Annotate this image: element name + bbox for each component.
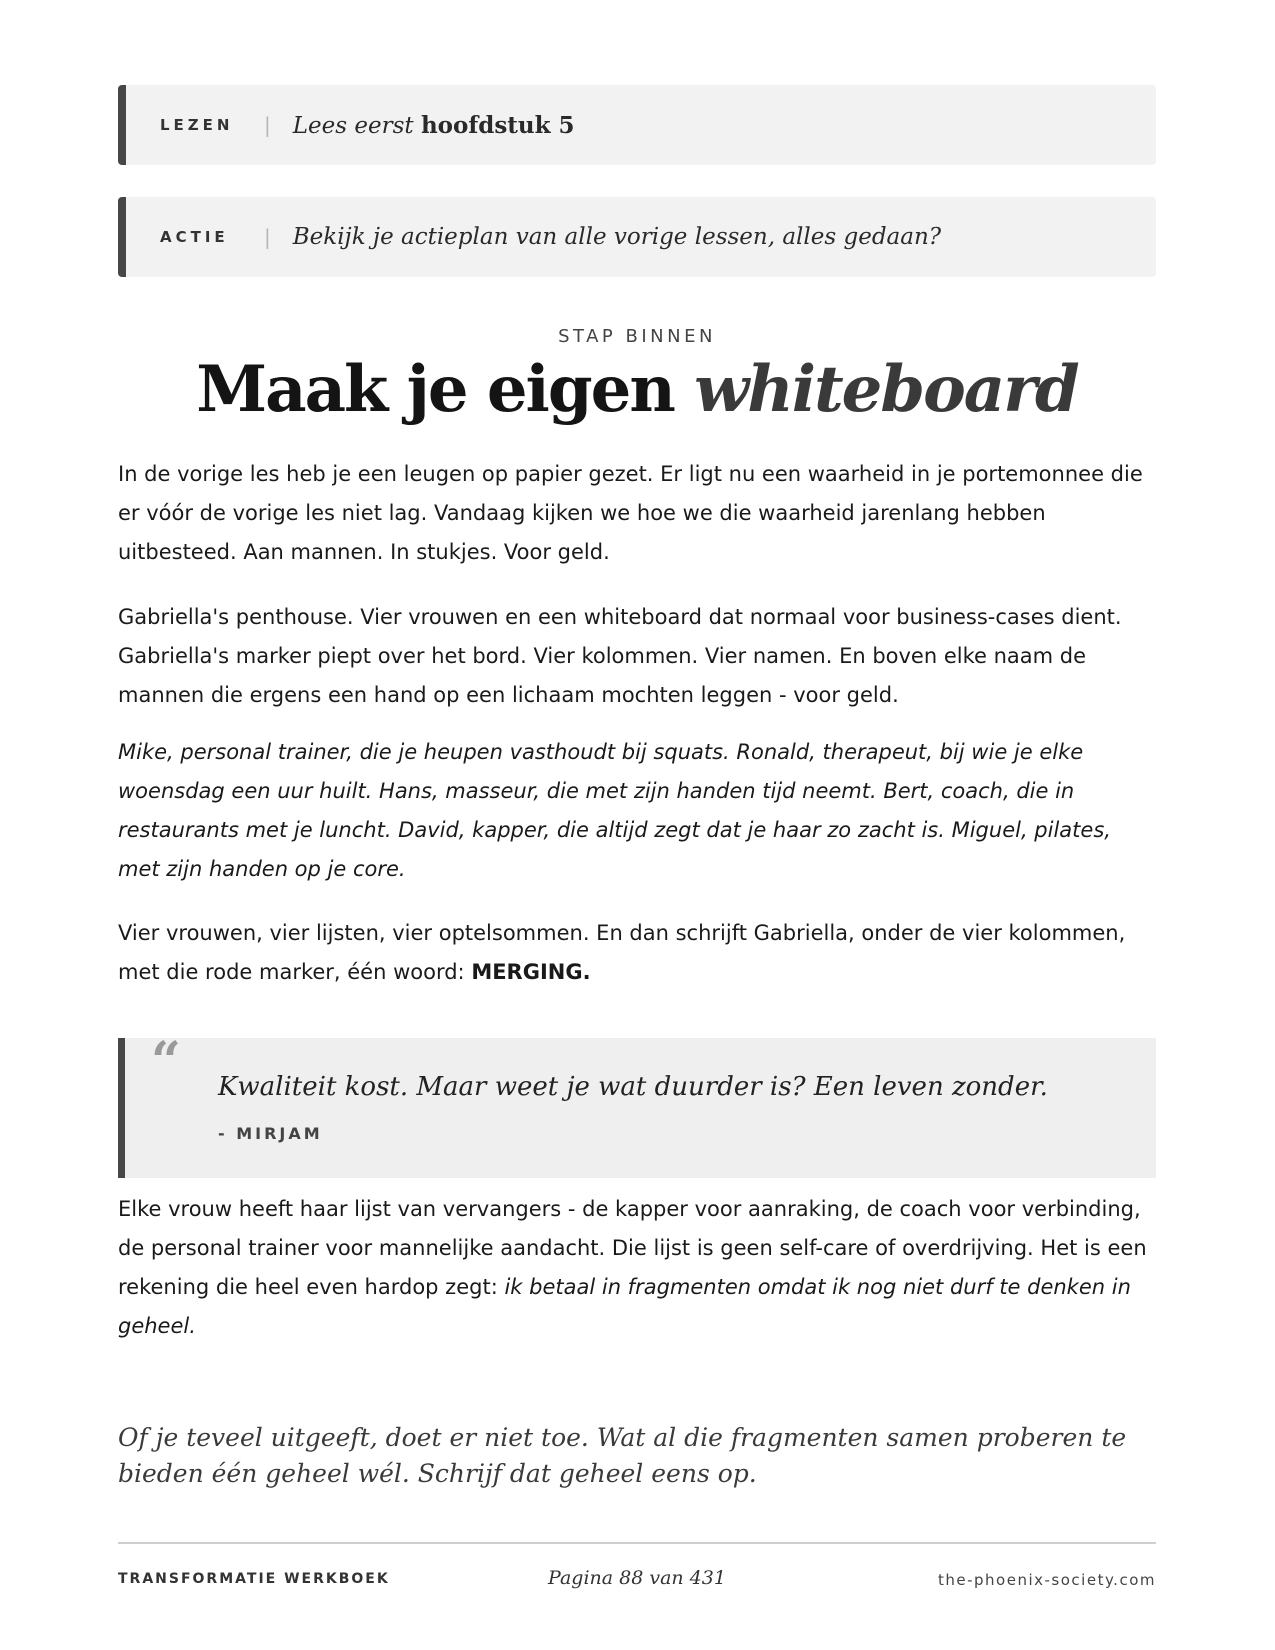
body-paragraph-4-text: Vier vrouwen, vier lijsten, vier optelsommen. En dan schrijft Gabriella, onder de vier kolommen, met die rode marker, één woord: xyxy=(118,921,1126,984)
page-title-plain: Maak je eigen xyxy=(196,352,674,427)
body-paragraph-1: In de vorige les heb je een leugen op papier gezet. Er ligt nu een waarheid in je portemonnee die er vóór de vorige les niet lag. Vandaag kijken we hoe we die waarheid jarenlang hebben uitbesteed. Aan mannen. In stukjes. Voor geld. xyxy=(118,462,1143,564)
read-callout-chapter: hoofdstuk 5 xyxy=(420,111,575,139)
closing-statement: Of je teveel uitgeeft, doet er niet toe. Wat al die fragmenten samen proberen te bieden één geheel wél. Schrijf dat geheel eens op. xyxy=(118,1423,1127,1488)
quote-author: - MIRJAM xyxy=(218,1124,323,1143)
action-callout-text: Bekijk je actieplan van alle vorige lessen, alles gedaan? xyxy=(292,224,942,250)
section-kicker: STAP BINNEN xyxy=(558,326,716,347)
read-callout-italic: Lees eerst xyxy=(292,112,414,139)
footer-website-link[interactable]: the-phoenix-society.com xyxy=(938,1571,1156,1589)
footer-page-number: Pagina 88 van 431 xyxy=(548,1567,726,1589)
body-paragraph-2: Gabriella's penthouse. Vier vrouwen en een whiteboard dat normaal voor business-cases dient. Gabriella's marker piept over het bord. Vier kolommen. Vier namen. En boven elke naam de mannen die ergens een hand op een lichaam mochten leggen - voor geld. xyxy=(118,605,1122,707)
merging-keyword: MERGING. xyxy=(471,960,591,984)
callout-separator: | xyxy=(264,225,271,249)
pull-quote xyxy=(118,1031,1156,1178)
page-title-italic: whiteboard xyxy=(694,352,1078,427)
footer-workbook-title: TRANSFORMATIE WERKBOEK xyxy=(118,1571,390,1587)
body-paragraph-4 xyxy=(118,914,1156,992)
body-paragraph-3: Mike, personal trainer, die je heupen vasthoudt bij squats. Ronald, therapeut, bij wie je elke woensdag een uur huilt. Hans, masseur, die met zijn handen tijd neemt. Bert, coach, die in restaurants met je luncht. David, kapper, die altijd zegt dat je haar zo zacht is. Miguel, pilates, met zijn handen op je core. xyxy=(118,740,1111,881)
footer-divider xyxy=(118,1542,1156,1544)
read-callout xyxy=(118,85,1156,165)
body-paragraph-5 xyxy=(118,1190,1156,1346)
body-paragraph-5-text: Elke vrouw heeft haar lijst van vervangers - de kapper voor aanraking, de coach voor verbinding, de personal trainer voor mannelijke aandacht. Die lijst is geen self-care of overdrijving. Het is een rekening die heel even hardop zegt: xyxy=(118,1197,1147,1299)
read-callout-tag: LEZEN xyxy=(160,116,234,134)
body-paragraph-5-italic: ik betaal in fragmenten omdat ik nog niet durf te denken in geheel. xyxy=(118,1275,1131,1338)
action-callout-tag: ACTIE xyxy=(160,228,229,246)
quote-mark-icon: “ xyxy=(151,1031,181,1092)
page-title xyxy=(118,352,1156,427)
workbook-page xyxy=(118,0,1156,1650)
read-callout-text xyxy=(293,112,575,139)
action-callout xyxy=(118,197,1156,277)
page-footer xyxy=(118,1567,1156,1595)
quote-text: Kwaliteit kost. Maar weet je wat duurder is? Een leven zonder. xyxy=(218,1072,1048,1102)
callout-separator: | xyxy=(264,113,271,137)
